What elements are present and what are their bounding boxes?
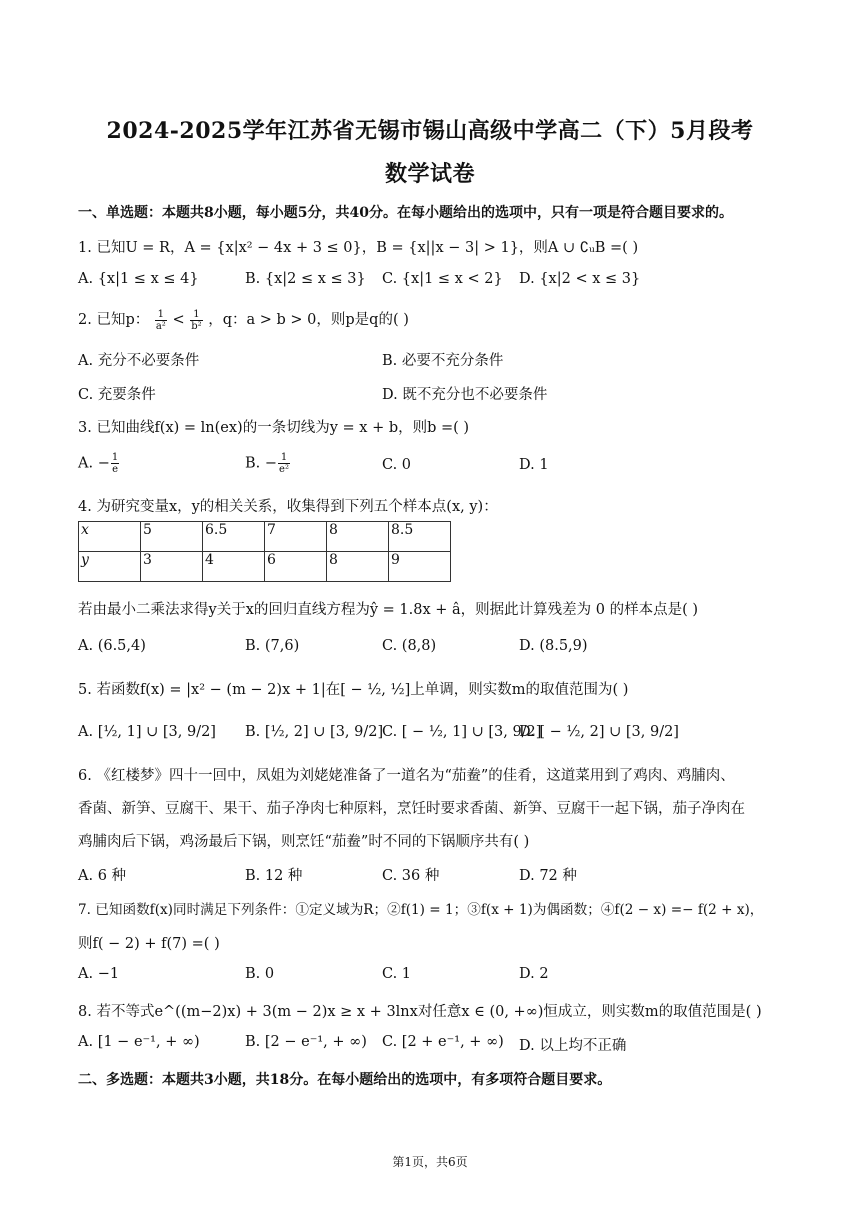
q5-option-c: C. [ − ½, 1] ∪ [3, 9/2] [382,724,542,740]
table-cell: 8 [327,522,389,552]
table-cell: x [79,522,141,552]
table-cell: 4 [203,552,265,582]
q6-option-a: A. 6 种 [78,868,127,884]
table-row-y [79,552,451,582]
question-2-stem [78,308,409,332]
table-cell: 7 [265,522,327,552]
q3-option-a: A. − $\frac{1}{e}$ [78,452,119,475]
q3-option-c: C. 0 [382,457,412,473]
section-2-heading: 二、多选题：本题共3小题，共18分。在每小题给出的选项中，有多项符合题目要求。 [78,1072,612,1088]
q4-option-c: C. (8,8) [382,638,437,654]
q8-option-d: D. 以上均不正确 [519,1038,627,1054]
section-1-heading: 一、单选题：本题共8小题，每小题5分，共40分。在每小题给出的选项中，只有一项是符合题目要求的。 [78,205,733,221]
question-6-line-1: 6. 《红楼梦》四十一回中，凤姐为刘姥姥准备了一道名为“茄鲞”的佳肴，这道菜用到了鸡肉、鸡脯肉、 [78,768,735,784]
q6-option-b: B. 12 种 [245,868,303,884]
question-3-stem: 3. 已知曲线f(x) = ln(ex)的一条切线为y = x + b，则b =( ) [78,420,470,436]
q2-option-a: A. 充分不必要条件 [78,353,200,369]
q3-option-d: D. 1 [519,457,549,473]
q2-fraction-2: $\frac{1}{\text{b²}}$ [191,308,202,332]
q4-option-b: B. (7,6) [245,638,300,654]
exam-title: 2024-2025学年江苏省无锡市锡山高级中学高二（下）5月段考 [106,118,754,144]
q5-option-b: B. [½, 2] ∪ [3, 9/2] [245,724,384,740]
q7-option-c: C. 1 [382,966,412,982]
question-7-line-2: 则f( − 2) + f(7) =( ) [78,936,220,952]
table-cell: 8.5 [389,522,451,552]
q2-middle: ，q：a > b > 0，则p是q的( ) [208,312,409,328]
table-cell: 6.5 [203,522,265,552]
q2-option-c: C. 充要条件 [78,387,156,403]
question-6-line-2: 香菌、新笋、豆腐干、果干、茄子净肉七种原料，烹饪时要求香菌、新笋、豆腐干一起下锅，茄子净肉在 [78,801,745,817]
question-1-stem: 1. 已知U = R，A = {x|x² − 4x + 3 ≤ 0}，B = {x||x − 3| > 1}，则A ∪ ∁ᵤB =( ) [78,240,639,256]
q2-less-than: < [172,312,185,328]
q2-fraction-1: $\frac{1}{\text{a²}}$ [155,308,166,332]
q1-option-a: A. {x|1 ≤ x ≤ 4} [78,271,199,287]
exam-subtitle: 数学试卷 [384,161,475,187]
q7-option-d: D. 2 [519,966,549,982]
q8-option-c: C. [2 + e⁻¹, + ∞) [382,1034,504,1050]
q8-option-b: B. [2 − e⁻¹, + ∞) [245,1034,367,1050]
q2-prefix: 2. 已知p： [78,312,150,328]
q4-sample-table [78,521,451,582]
table-cell: y [79,552,141,582]
question-5-stem: 5. 若函数f(x) = |x² − (m − 2)x + 1|在[ − ½, ½]上单调，则实数m的取值范围为( ) [78,682,629,698]
q8-option-a: A. [1 − e⁻¹, + ∞) [78,1034,200,1050]
q7-option-a: A. −1 [78,966,120,982]
q4-option-a: A. (6.5,4) [78,638,146,654]
q5-option-d: D. [ − ½, 2] ∪ [3, 9/2] [519,724,679,740]
q2-option-d: D. 既不充分也不必要条件 [382,387,548,403]
question-4-follow: 若由最小二乘法求得y关于x的回归直线方程为ŷ = 1.8x + â，则据此计算残差为 0 的样本点是( ) [78,602,699,618]
q1-option-d: D. {x|2 < x ≤ 3} [519,271,641,287]
q1-option-b: B. {x|2 ≤ x ≤ 3} [245,271,366,287]
q6-option-d: D. 72 种 [519,868,577,884]
q3-option-b: B. − $\frac{1}{\text{e²}}$ [245,452,289,475]
question-4-stem: 4. 为研究变量x，y的相关关系，收集得到下列五个样本点(x, y)： [78,499,498,515]
table-cell: 3 [141,552,203,582]
question-7-line-1: 7. 已知函数f(x)同时满足下列条件：①定义域为R；②f(1) = 1；③f(x + 1)为偶函数；④f(2 − x) =− f(2 + x)， [78,902,764,918]
table-row-x [79,522,451,552]
q6-option-c: C. 36 种 [382,868,440,884]
table-cell: 9 [389,552,451,582]
table-cell: 8 [327,552,389,582]
q1-option-c: C. {x|1 ≤ x < 2} [382,271,503,287]
question-8-stem: 8. 若不等式e^((m−2)x) + 3(m − 2)x ≥ x + 3lnx对任意x ∈ (0, +∞)恒成立，则实数m的取值范围是( ) [78,1004,762,1020]
q5-option-a: A. [½, 1] ∪ [3, 9/2] [78,724,216,740]
q4-option-d: D. (8.5,9) [519,638,588,654]
page-footer: 第1页，共6页 [392,1155,468,1169]
table-cell: 6 [265,552,327,582]
q7-option-b: B. 0 [245,966,275,982]
q2-option-b: B. 必要不充分条件 [382,353,504,369]
question-6-line-3: 鸡脯肉后下锅，鸡汤最后下锅，则烹饪“茄鲞”时不同的下锅顺序共有( ) [78,834,530,850]
table-cell: 5 [141,522,203,552]
